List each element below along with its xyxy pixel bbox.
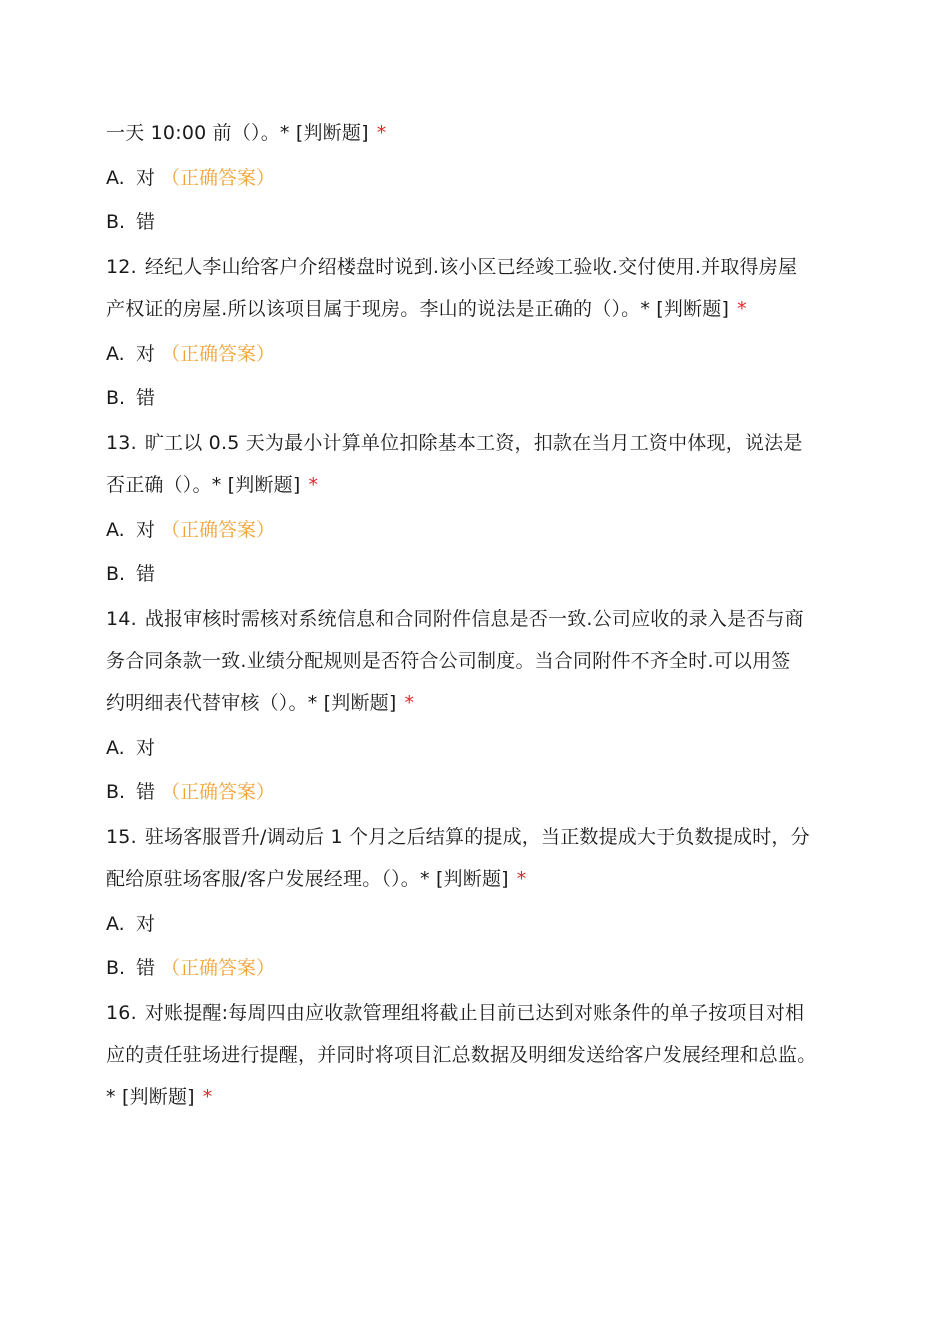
- question-text: 对账提醒:每周四由应收款管理组将截止目前已达到对账条件的单子按项目对相: [144, 1002, 805, 1024]
- question-item: [106, 598, 866, 816]
- answer-option[interactable]: [106, 770, 866, 814]
- question-text-line: [106, 816, 866, 858]
- question-text-line: [106, 1034, 866, 1076]
- question-text-line: [106, 1076, 866, 1118]
- question-item: [106, 992, 866, 1122]
- question-text-line: [106, 422, 866, 464]
- question-item: [106, 112, 866, 246]
- correct-answer-label: （正确答案）: [161, 957, 276, 979]
- correct-answer-label: （正确答案）: [161, 781, 276, 803]
- option-letter: B.: [106, 781, 126, 803]
- option-text: 错: [136, 781, 156, 803]
- option-text: 错: [136, 211, 156, 233]
- question-text: 配给原驻场客服/客户发展经理。（）。* [判断题]: [106, 868, 509, 890]
- option-text: 对: [136, 913, 156, 935]
- question-text-line: [106, 464, 866, 506]
- question-number: 13.: [106, 432, 137, 454]
- option-letter: A.: [106, 343, 125, 365]
- option-text: 错: [136, 957, 156, 979]
- question-text: 旷工以 0.5 天为最小计算单位扣除基本工资，扣款在当月工资中体现，说法是: [144, 432, 803, 454]
- required-star: *: [308, 474, 319, 496]
- question-text: 产权证的房屋.所以该项目属于现房。李山的说法是正确的（）。* [判断题]: [106, 298, 730, 320]
- question-text-line: [106, 288, 866, 330]
- question-text: 战报审核时需核对系统信息和合同附件信息是否一致.公司应收的录入是否与商: [144, 608, 804, 630]
- answer-option[interactable]: [106, 726, 866, 770]
- question-text-line: [106, 992, 866, 1034]
- question-number: 12.: [106, 256, 137, 278]
- question-number: 16.: [106, 1002, 137, 1024]
- option-letter: B.: [106, 211, 126, 233]
- question-text-line: [106, 640, 866, 682]
- option-letter: B.: [106, 387, 126, 409]
- question-text: 否正确（）。* [判断题]: [106, 474, 301, 496]
- option-letter: B.: [106, 957, 126, 979]
- question-text-line: [106, 682, 866, 724]
- correct-answer-label: （正确答案）: [161, 519, 276, 541]
- answer-option[interactable]: [106, 902, 866, 946]
- answer-option[interactable]: [106, 332, 866, 376]
- answer-option[interactable]: [106, 200, 866, 244]
- question-item: [106, 422, 866, 598]
- answer-option[interactable]: [106, 552, 866, 596]
- required-star: *: [202, 1086, 213, 1108]
- option-text: 错: [136, 563, 156, 585]
- option-text: 对: [136, 519, 156, 541]
- option-text: 对: [136, 167, 156, 189]
- question-number: 15.: [106, 826, 137, 848]
- answer-option[interactable]: [106, 508, 866, 552]
- option-letter: A.: [106, 167, 125, 189]
- question-item: [106, 816, 866, 992]
- option-letter: A.: [106, 519, 125, 541]
- question-text: 一天 10:00 前（）。* [判断题]: [106, 122, 369, 144]
- option-letter: A.: [106, 913, 125, 935]
- question-text-line: [106, 112, 866, 154]
- question-number: 14.: [106, 608, 137, 630]
- required-star: *: [376, 122, 387, 144]
- question-text: * [判断题]: [106, 1086, 195, 1108]
- option-text: 错: [136, 387, 156, 409]
- question-text: 约明细表代替审核（）。* [判断题]: [106, 692, 397, 714]
- option-letter: B.: [106, 563, 126, 585]
- question-text-line: [106, 598, 866, 640]
- option-text: 对: [136, 343, 156, 365]
- answer-option[interactable]: [106, 376, 866, 420]
- question-text-line: [106, 858, 866, 900]
- document-page: [106, 112, 866, 1122]
- answer-option[interactable]: [106, 946, 866, 990]
- option-letter: A.: [106, 737, 125, 759]
- question-text: 经纪人李山给客户介绍楼盘时说到.该小区已经竣工验收.交付使用.并取得房屋: [144, 256, 798, 278]
- question-item: [106, 246, 866, 422]
- answer-option[interactable]: [106, 156, 866, 200]
- correct-answer-label: （正确答案）: [161, 167, 276, 189]
- question-text-line: [106, 246, 866, 288]
- question-text: 驻场客服晋升/调动后 1 个月之后结算的提成，当正数提成大于负数提成时，分: [144, 826, 810, 848]
- correct-answer-label: （正确答案）: [161, 343, 276, 365]
- required-star: *: [737, 298, 747, 320]
- question-text: 应的责任驻场进行提醒，并同时将项目汇总数据及明细发送给客户发展经理和总监。: [106, 1044, 817, 1066]
- required-star: *: [404, 692, 415, 714]
- option-text: 对: [136, 737, 156, 759]
- question-text: 务合同条款一致.业绩分配规则是否符合公司制度。当合同附件不齐全时.可以用签: [106, 650, 791, 672]
- required-star: *: [516, 868, 527, 890]
